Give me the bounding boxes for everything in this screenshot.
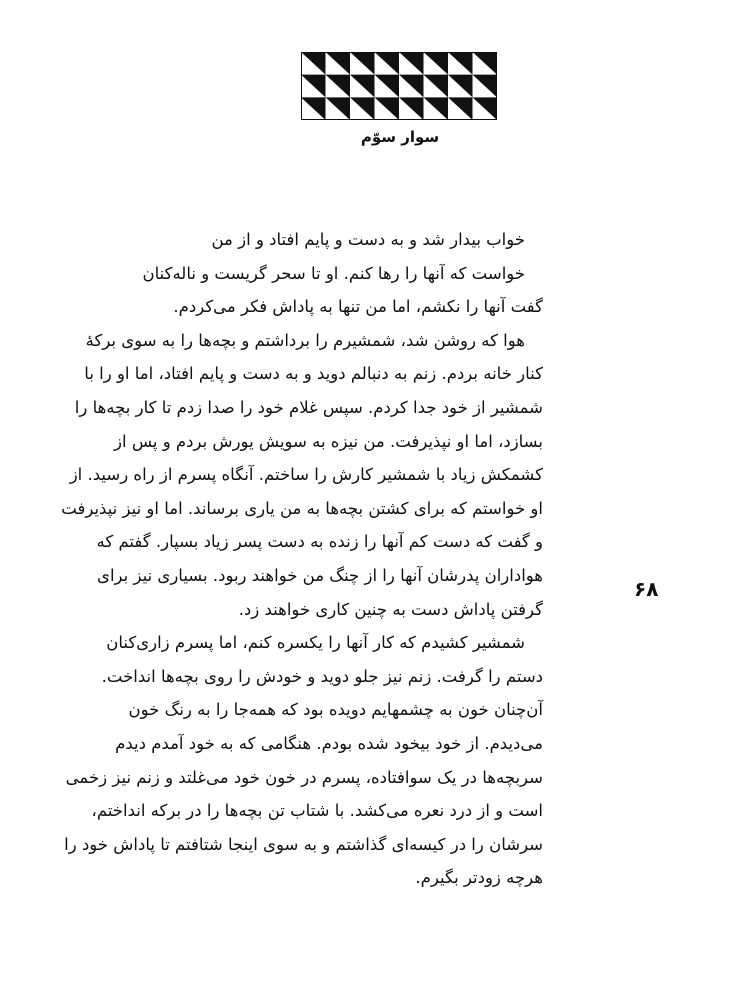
text-line: شمشیر کشیدم که کار آنها را یکسره کنم، اما پسرم زاری‌کنان (106, 633, 525, 653)
ornament-triangle (326, 97, 351, 120)
ornament-triangle (424, 75, 449, 98)
text-line: و گفت که دست کم آنها را زنده به دست پسر زیاد بسپار. گفتم که (96, 532, 543, 552)
ornament-triangle (399, 75, 424, 98)
text-line: او خواستم که برای کشتن بچه‌ها به من یاری برساند. اما او نیز نپذیرفت (61, 498, 543, 518)
ornament-triangle (399, 52, 424, 75)
text-line: می‌دیدم. از خود بیخود شده بودم. هنگامی که به خود آمدم دیدم (115, 733, 543, 753)
ornament-triangle (350, 97, 375, 120)
text-line: هرچه زودتر بگیرم. (415, 868, 543, 888)
ornament-triangle (326, 75, 351, 98)
text-line: شمشیر از خود جدا کردم. سپس غلام خود را صدا زدم تا کار بچه‌ها را (74, 397, 543, 417)
text-line: سربچه‌ها در یک سوافتاده، پسرم در خون خود می‌غلتد و زنم نیز زخمی (65, 767, 543, 787)
ornament-triangle (301, 52, 326, 75)
text-line: گفت آنها را نکشم، اما من تنها به پاداش فکر می‌کردم. (173, 297, 543, 317)
page-number: ۶۸ (634, 577, 659, 601)
triangle-ornament-graphic (301, 52, 497, 120)
text-line: کنار خانه بردم. زنم به دنبالم دوید و به دست و پایم افتاد، اما او را با (84, 364, 543, 384)
triangle-ornament (301, 52, 497, 120)
ornament-triangle (448, 75, 473, 98)
ornament-triangle (473, 52, 498, 75)
ornament-triangle (448, 52, 473, 75)
ornament-triangle (448, 97, 473, 120)
ornament-triangle (473, 97, 498, 120)
text-line: است و از درد نعره می‌کشد. با شتاب تن بچه‌ها را در برکه انداختم، (91, 801, 543, 821)
text-line: بسازد، اما او نپذیرفت. من نیزه به سویش یورش بردم و پس از (114, 431, 543, 451)
text-line: سرشان را در کیسه‌ای گذاشتم و به سوی اینجا شتافتم تا پاداش خود را (64, 834, 543, 854)
text-line: کشمکش زیاد با شمشیر کارش را ساختم. آنگاه پسرم از راه رسید. از (69, 465, 543, 485)
ornament-triangle (350, 75, 375, 98)
text-line: آن‌چنان خون به چشمهایم دویده بود که همه‌جا را به رنگ خون (128, 700, 543, 720)
body-text (61, 223, 543, 895)
ornament-triangle (375, 97, 400, 120)
text-line: خواب بیدار شد و به دست و پایم افتاد و از من (211, 230, 525, 249)
ornament-triangle (424, 52, 449, 75)
ornament-triangle (301, 97, 326, 120)
section-title: سوار سوّم (360, 128, 440, 146)
text-line: هوا که روشن شد، شمشیرم را برداشتم و بچه‌ها را به سوی برکهٔ (85, 330, 525, 350)
ornament-triangle (326, 52, 351, 75)
ornament-triangle (424, 97, 449, 120)
ornament-triangle (399, 97, 424, 120)
ornament-triangle (473, 75, 498, 98)
text-line: دستم را گرفت. زنم نیز جلو دوید و خودش را روی بچه‌ها انداخت. (101, 666, 543, 686)
ornament-triangle (350, 52, 375, 75)
ornament-triangle (375, 52, 400, 75)
ornament-triangle (375, 75, 400, 98)
text-line: گرفتن پاداش دست به چنین کاری خواهند زد. (238, 599, 543, 619)
text-line: هواداران پدرشان آنها را از چنگ من خواهند ربود. بسیاری نیز برای (97, 565, 543, 585)
ornament-triangle (301, 75, 326, 98)
text-line: خواست که آنها را رها کنم. او تا سحر گریست و ناله‌کنان (142, 263, 525, 283)
